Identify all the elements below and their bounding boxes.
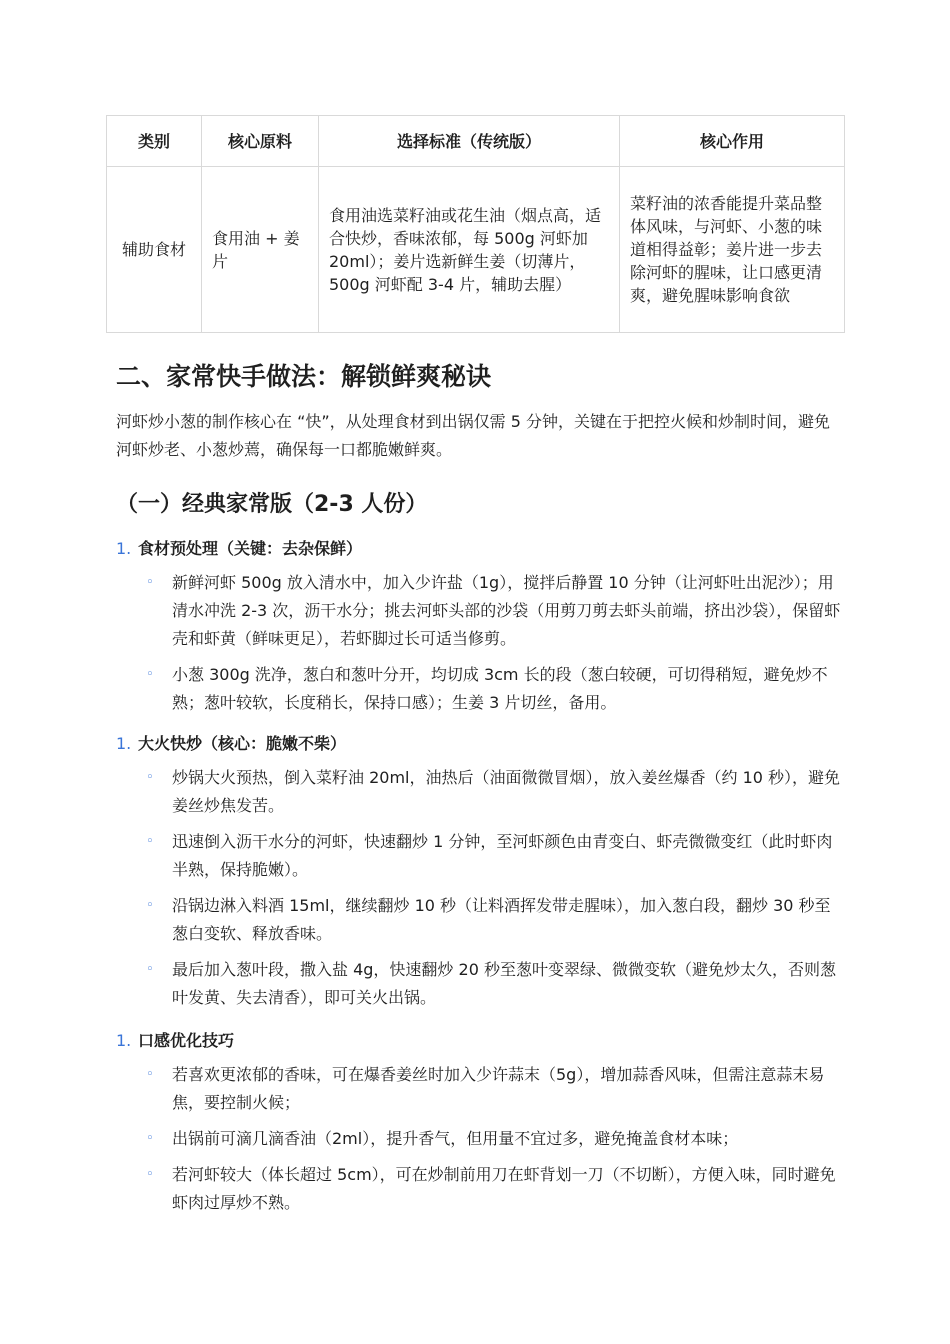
header-category: 类别: [107, 116, 202, 167]
step-title: [116, 537, 846, 561]
bullet-icon: ◦: [146, 962, 154, 977]
list-item-text: 最后加入葱叶段，撒入盐 4g，快速翻炒 20 秒至葱叶变翠绿、微微变软（避免炒太久，否则葱叶发黄、失去清香），即可关火出锅。: [172, 960, 836, 1007]
bullet-icon: ◦: [146, 667, 154, 682]
list-item-text: 新鲜河虾 500g 放入清水中，加入少许盐（1g），搅拌后静置 10 分钟（让河虾吐出泥沙）；用清水冲洗 2-3 次，沥干水分；挑去河虾头部的沙袋（用剪刀剪去虾头前端，挤出沙袋），保留虾壳和虾黄（鲜味更足），若虾脚过长可适当修剪。: [172, 573, 841, 648]
list-item: [116, 892, 846, 948]
step-bullet-list: [116, 1061, 846, 1217]
bullet-icon: ◦: [146, 1131, 154, 1146]
cell-role: 菜籽油的浓香能提升菜品整体风味，与河虾、小葱的味道相得益彰；姜片进一步去除河虾的腥味，让口感更清爽，避免腥味影响食欲: [620, 167, 845, 333]
list-item-text: 炒锅大火预热，倒入菜籽油 20ml，油热后（油面微微冒烟），放入姜丝爆香（约 10 秒），避免姜丝炒焦发苦。: [172, 768, 841, 815]
cell-category: 辅助食材: [107, 167, 202, 333]
step-title-text: 口感优化技巧: [138, 1031, 235, 1050]
bullet-icon: ◦: [146, 1067, 154, 1082]
header-ingredient: 核心原料: [202, 116, 319, 167]
step-title: [116, 732, 846, 756]
section-intro: 河虾炒小葱的制作核心在 “快”，从处理食材到出锅仅需 5 分钟，关键在于把控火候和炒制时间，避免河虾炒老、小葱炒蔫，确保每一口都脆嫩鲜爽。: [116, 412, 831, 459]
list-item: [116, 764, 846, 820]
list-item-text: 出锅前可滴几滴香油（2ml），提升香气，但用量不宜过多，避免掩盖食材本味；: [172, 1129, 739, 1148]
list-item: [116, 1125, 846, 1153]
step-preprocess: [116, 537, 846, 717]
bullet-icon: ◦: [146, 834, 154, 849]
step-title: [116, 1029, 846, 1053]
subsection-title: （一）经典家常版（2-3 人份）: [116, 492, 428, 517]
cell-ingredient: 食用油 + 姜片: [202, 167, 319, 333]
list-item: [116, 1061, 846, 1117]
bullet-icon: ◦: [146, 770, 154, 785]
step-number: 1.: [116, 1031, 132, 1050]
table-header-row: [107, 116, 845, 167]
header-standard: 选择标准（传统版）: [319, 116, 620, 167]
bullet-icon: ◦: [146, 898, 154, 913]
list-item-text: 若喜欢更浓郁的香味，可在爆香姜丝时加入少许蒜末（5g），增加蒜香风味，但需注意蒜末易焦，要控制火候；: [172, 1065, 825, 1112]
list-item: [116, 569, 846, 653]
table-row: [107, 167, 845, 333]
list-item-text: 若河虾较大（体长超过 5cm），可在炒制前用刀在虾背划一刀（不切断），方便入味，同时避免虾肉过厚炒不熟。: [172, 1165, 836, 1212]
list-item: [116, 661, 846, 717]
ingredient-table: [106, 115, 845, 333]
cell-standard: 食用油选菜籽油或花生油（烟点高，适合快炒，香味浓郁，每 500g 河虾加 20ml）；姜片选新鲜生姜（切薄片，500g 河虾配 3-4 片，辅助去腥）: [319, 167, 620, 333]
step-bullet-list: [116, 569, 846, 717]
step-number: 1.: [116, 539, 132, 558]
list-item-text: 沿锅边淋入料酒 15ml，继续翻炒 10 秒（让料酒挥发带走腥味），加入葱白段，翻炒 30 秒至葱白变软、释放香味。: [172, 896, 831, 943]
step-title-text: 食材预处理（关键：去杂保鲜）: [138, 539, 363, 558]
step-stir-fry: [116, 732, 846, 1012]
bullet-icon: ◦: [146, 1167, 154, 1182]
list-item-text: 迅速倒入沥干水分的河虾，快速翻炒 1 分钟，至河虾颜色由青变白、虾壳微微变红（此时虾肉半熟，保持脆嫩）。: [172, 832, 833, 879]
section-title: 二、家常快手做法：解锁鲜爽秘诀: [116, 362, 492, 391]
list-item: [116, 956, 846, 1012]
header-role: 核心作用: [620, 116, 845, 167]
step-number: 1.: [116, 734, 132, 753]
step-tips: [116, 1029, 846, 1217]
list-item-text: 小葱 300g 洗净，葱白和葱叶分开，均切成 3cm 长的段（葱白较硬，可切得稍短，避免炒不熟；葱叶较软，长度稍长，保持口感）；生姜 3 片切丝，备用。: [172, 665, 828, 712]
list-item: [116, 828, 846, 884]
list-item: [116, 1161, 846, 1217]
step-title-text: 大火快炒（核心：脆嫩不柴）: [138, 734, 347, 753]
bullet-icon: ◦: [146, 575, 154, 590]
step-bullet-list: [116, 764, 846, 1012]
